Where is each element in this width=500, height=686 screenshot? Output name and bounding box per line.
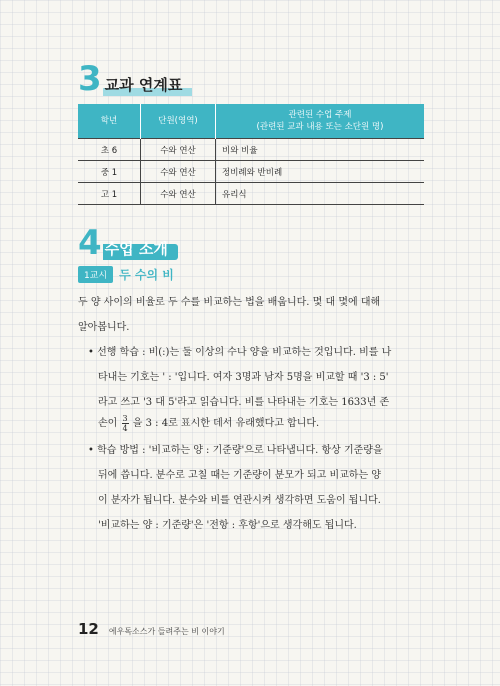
page-footer	[78, 620, 225, 638]
cell-unit: 수와 연산	[141, 161, 216, 183]
section-number: 3	[78, 59, 101, 99]
cell-topic: 비와 비율	[216, 139, 425, 161]
fraction-numerator: 3	[122, 414, 128, 423]
bullet-line: '비교하는 양 : 기준량'은 '전항 : 후항'으로 생각해도 됩니다.	[98, 520, 357, 531]
cell-unit: 수와 연산	[141, 139, 216, 161]
section-4-heading	[78, 223, 174, 263]
table-row	[78, 161, 424, 183]
intro-line: 두 양 사이의 비율로 두 수를 비교하는 법을 배웁니다. 몇 대 몇에 대해	[78, 297, 381, 308]
curriculum-table	[78, 104, 424, 205]
bullet-line: 라고 쓰고 '3 대 5'라고 읽습니다. 비를 나타내는 기호는 1633년 존	[98, 397, 390, 408]
bullet-line: 뒤에 씁니다. 분수로 고칠 때는 기준량이 분모가 되고 비교하는 양	[98, 470, 381, 481]
header-topic: 관련된 수업 주제 (관련된 교과 내용 또는 소단원 명)	[216, 104, 425, 139]
bullet-line: • 학습 방법 : '비교하는 양 : 기준량'으로 나타냅니다. 항상 기준량을	[88, 445, 383, 456]
bullet-line-with-fraction: 손이 $\frac{3}{4}$ 을 3 : 4로 표시한 데서 유래했다고 합니다.	[98, 414, 320, 433]
header-grade: 학년	[78, 104, 141, 139]
cell-grade: 고 1	[78, 183, 141, 205]
cell-unit: 수와 연산	[141, 183, 216, 205]
section-3-heading	[78, 59, 188, 99]
fraction	[122, 414, 129, 433]
page-number: 12	[78, 620, 99, 638]
section-number: 4	[78, 223, 101, 263]
bullet-line: 타내는 기호는 ' : '입니다. 여자 3명과 남자 5명을 비교할 때 '3 : 5'	[98, 372, 389, 383]
section-title: 수업 소개	[103, 240, 174, 260]
lesson-heading	[78, 266, 174, 283]
table-row	[78, 139, 424, 161]
book-title: 에우독소스가 들려주는 비 이야기	[108, 627, 225, 636]
bullet-line: • 선행 학습 : 비(:)는 둘 이상의 수나 양을 비교하는 것입니다. 비를 나	[88, 347, 392, 358]
cell-grade: 중 1	[78, 161, 141, 183]
fraction-denominator: 4	[122, 424, 128, 433]
cell-topic: 정비례와 반비례	[216, 161, 425, 183]
header-unit: 단원(영역)	[141, 104, 216, 139]
lesson-tag: 1교시	[78, 266, 113, 283]
bullet-line: 이 분자가 됩니다. 분수와 비를 연관시켜 생각하면 도움이 됩니다.	[98, 495, 381, 506]
section-title: 교과 연계표	[103, 76, 189, 96]
cell-topic: 유리식	[216, 183, 425, 205]
cell-grade: 초 6	[78, 139, 141, 161]
table-row	[78, 183, 424, 205]
table-header-row	[78, 104, 424, 139]
intro-line: 알아봅니다.	[78, 322, 130, 333]
lesson-title: 두 수의 비	[119, 268, 174, 282]
